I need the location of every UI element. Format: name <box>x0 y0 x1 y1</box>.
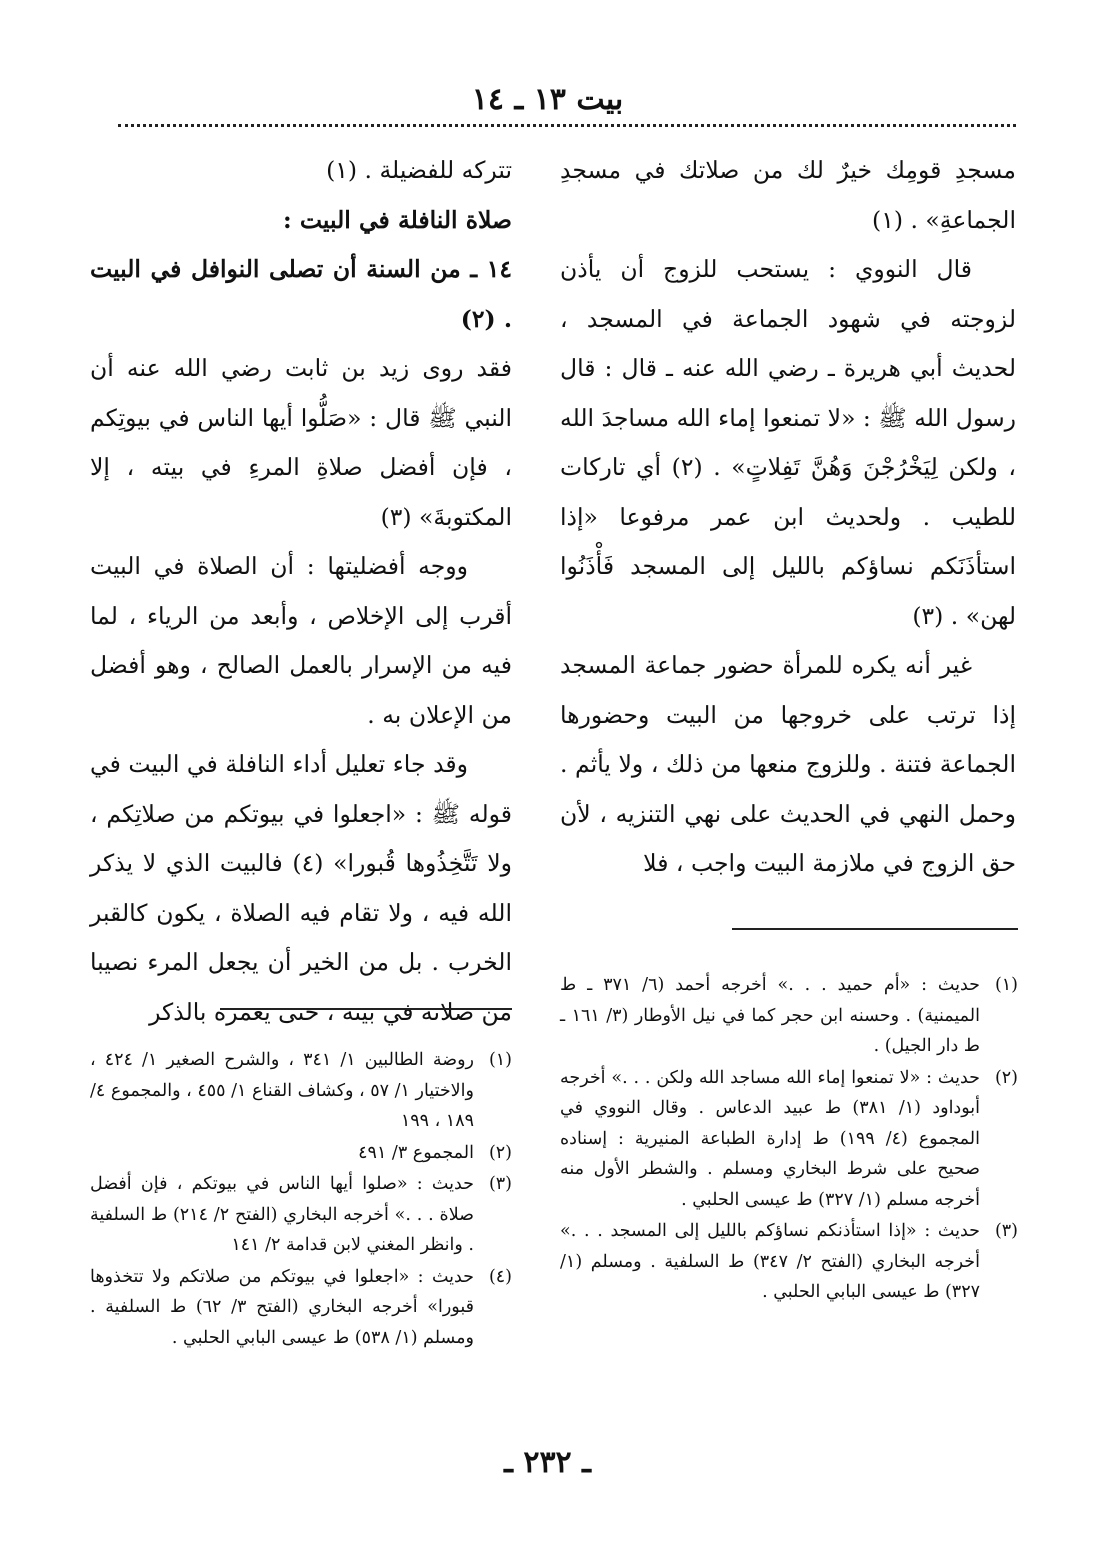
left-column <box>90 146 512 1037</box>
footnote <box>560 1216 1018 1308</box>
footnote-number: (١) <box>488 1050 512 1070</box>
footnote <box>90 1138 512 1169</box>
section-heading: صلاة النافلة في البيت : <box>282 205 512 234</box>
footnote-number: (١) <box>994 975 1018 995</box>
page-number: ـ ٢٣٢ ـ <box>504 1445 591 1480</box>
footnote-text: حديث : «صلوا أيها الناس في بيوتكم ، فإن أفضل صلاة . . .» أخرجه البخاري (الفتح ٢/ ٢١٤) ط السلفية . وانظر المغني لابن قدامة ٢/ ١٤١ <box>90 1174 474 1255</box>
header-dotted-rule <box>118 124 1016 127</box>
footnote <box>560 970 1018 1062</box>
paragraph: تتركه للفضيلة . (١) <box>326 156 512 184</box>
paragraph: غير أنه يكره للمرأة حضور جماعة المسجد إذا ترتب على خروجها من البيت وحضورها الجماعة فتنة . وللزوج منعها من ذلك ، ولا يأثم . وحمل النهي في الحديث على نهي التنزيه ، لأن حق الزوج في ملازمة البيت واجب ، فلا <box>560 651 1016 877</box>
footnote-number: (٣) <box>994 1221 1018 1241</box>
paragraph: ١٤ ـ من السنة أن تصلى النوافل في البيت . (٢) <box>90 255 512 333</box>
footnote-rule <box>220 1008 512 1010</box>
right-column <box>560 146 1016 889</box>
paragraph: وقد جاء تعليل أداء النافلة في البيت في قوله ﷺ : «اجعلوا في بيوتكم من صلاتِكم ، ولا تَتَّخِذُوها قُبورا» (٤) فالبيت الذي لا يذكر الله فيه ، ولا تقام فيه الصلاة ، يكون كالقبر الخرب . بل من الخير أن يجعل المرء نصيبا من صلاته في بيته ، حتى يعمره بالذكر <box>90 750 512 1026</box>
footnote <box>560 1063 1018 1216</box>
footnotes-right <box>560 970 1018 1309</box>
footnote-text: حديث : «اجعلوا في بيوتكم من صلاتكم ولا تتخذوها قبورا» أخرجه البخاري (الفتح ٣/ ٦٢) ط السلفية . ومسلم (١/ ٥٣٨) ط عيسى البابي الحلبي . <box>90 1266 474 1348</box>
paragraph: فقد روى زيد بن ثابت رضي الله عنه أن النبي ﷺ قال : «صَلُّوا أيها الناس في بيوتِكم ، فإن أفضل صلاةِ المرءِ في بيته ، إلا المكتوبةَ» (٣) <box>90 354 512 531</box>
page-header: بيت ١٣ ـ ١٤ <box>471 82 624 117</box>
footnote <box>90 1169 512 1261</box>
footnote <box>90 1045 512 1137</box>
footnote-rule <box>732 928 1018 930</box>
footnote-number: (٢) <box>994 1067 1018 1088</box>
footnotes-left <box>90 1045 512 1354</box>
footnote-text: المجموع ٣/ ٤٩١ <box>358 1142 474 1163</box>
footnote-text: حديث : «أم حميد . . .» أخرجه أحمد (٦/ ٣٧١ ـ ط الميمنية) . وحسنه ابن حجر كما في نيل الأوطار (٣/ ١٦١ ـ ط دار الجيل) . <box>560 975 980 1056</box>
footnote-text: حديث : «إذا استأذنكم نساؤكم بالليل إلى المسجد . . .» أخرجه البخاري (الفتح ٢/ ٣٤٧) ط السلفية . ومسلم (١/ ٣٢٧) ط عيسى البابي الحلبي . <box>560 1221 980 1302</box>
footnote-text: روضة الطالبين ١/ ٣٤١ ، والشرح الصغير ١/ ٤٢٤ ، والاختيار ١/ ٥٧ ، وكشاف القناع ١/ ٤٥٥ ، والمجموع ٤/ ١٨٩ ، ١٩٩ <box>90 1050 474 1131</box>
paragraph: مسجدِ قومِك خيرٌ لك من صلاتك في مسجدِ الجماعةِ» . (١) <box>560 156 1016 234</box>
footnote <box>90 1262 512 1354</box>
paragraph: قال النووي : يستحب للزوج أن يأذن لزوجته في شهود الجماعة في المسجد ، لحديث أبي هريرة ـ رضي الله عنه ـ قال : قال رسول الله ﷺ : «لا تمنعوا إماء الله مساجدَ الله ، ولكن لِيَخْرُجْنَ وَهُنَّ تَفِلاتٍ» . (٢) أي تاركات للطيب . ولحديث ابن عمر مرفوعا «إذا استأذَنَكم نساؤكم بالليل إلى المسجد فَأْذَنُوا لهن» . (٣) <box>560 255 1016 630</box>
footnote-text: حديث : «لا تمنعوا إماء الله مساجد الله ولكن . . .» أخرجه أبوداود (١/ ٣٨١) ط عبيد الدعاس . وقال النووي في المجموع (٤/ ١٩٩) ط إدارة الطباعة المنيرية : إسناده صحيح على شرط البخاري ومسلم . والشطر الأول منه أخرجه مسلم (١/ ٣٢٧) ط عيسى الحلبي . <box>560 1067 980 1210</box>
footnote-number: (٤) <box>488 1266 512 1287</box>
paragraph: ووجه أفضليتها : أن الصلاة في البيت أقرب إلى الإخلاص ، وأبعد من الرياء ، لما فيه من الإسرار بالعمل الصالح ، وهو أفضل من الإعلان به . <box>90 552 512 729</box>
footnote-number: (٣) <box>488 1174 512 1194</box>
footnote-number: (٢) <box>488 1142 512 1163</box>
